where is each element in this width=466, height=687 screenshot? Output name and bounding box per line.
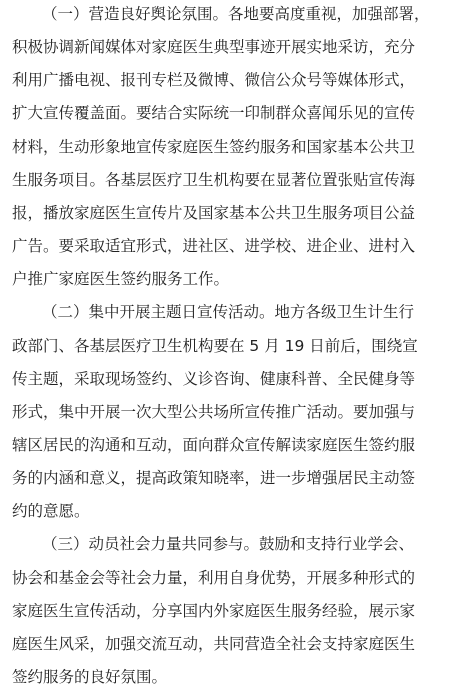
- text-line: （三）动员社会力量共同参与。鼓励和支持行业学会、: [42, 535, 415, 554]
- text-line: 生服务项目。各基层医疗卫生机构要在显著位置张贴宣传海: [12, 170, 416, 189]
- text-line: 务的内涵和意义，提高政策知晓率，进一步增强居民主动签: [12, 469, 416, 488]
- text-line: 家庭医生宣传活动，分享国内外家庭医生服务经验，展示家: [12, 601, 416, 620]
- text-line: （二）集中开展主题日宣传活动。地方各级卫生计生行: [42, 303, 415, 322]
- text-line: （一）营造良好舆论氛围。各地要高度重视，加强部署，: [42, 5, 430, 23]
- text-line: 庭医生风采，加强交流互动，共同营造全社会支持家庭医生: [12, 634, 416, 653]
- text-line: 协会和基金会等社会力量，利用自身优势，开展多种形式的: [12, 568, 416, 587]
- text-line: 利用广播电视、报刊专栏及微博、微信公众号等媒体形式，: [12, 71, 416, 90]
- text-line: 户推广家庭医生签约服务工作。: [12, 270, 230, 289]
- text-line: 政部门、各基层医疗卫生机构要在 5 月 19 日前后，围绕宣: [12, 336, 418, 355]
- text-line: 形式，集中开展一次大型公共场所宣传推广活动。要加强与: [12, 402, 416, 421]
- text-line: 签约服务的良好氛围。: [12, 668, 168, 686]
- text-line: 辖区居民的沟通和互动，面向群众宣传解读家庭医生签约服: [12, 435, 416, 454]
- text-line: 材料，生动形象地宣传家庭医生签约服务和国家基本公共卫: [12, 137, 416, 156]
- text-line: 广告。要采取适宜形式，进社区、进学校、进企业、进村入: [12, 237, 416, 255]
- text-line: 扩大宣传覆盖面。要结合实际统一印制群众喜闻乐见的宣传: [12, 104, 416, 123]
- text-line: 传主题，采取现场签约、义诊咨询、健康科普、全民健身等: [12, 369, 416, 388]
- text-line: 约的意愿。: [12, 502, 90, 521]
- text-line: 积极协调新闻媒体对家庭医生典型事迹开展实地采访，充分: [12, 38, 416, 57]
- text-line: 报，播放家庭医生宣传片及国家基本公共卫生服务项目公益: [12, 203, 416, 222]
